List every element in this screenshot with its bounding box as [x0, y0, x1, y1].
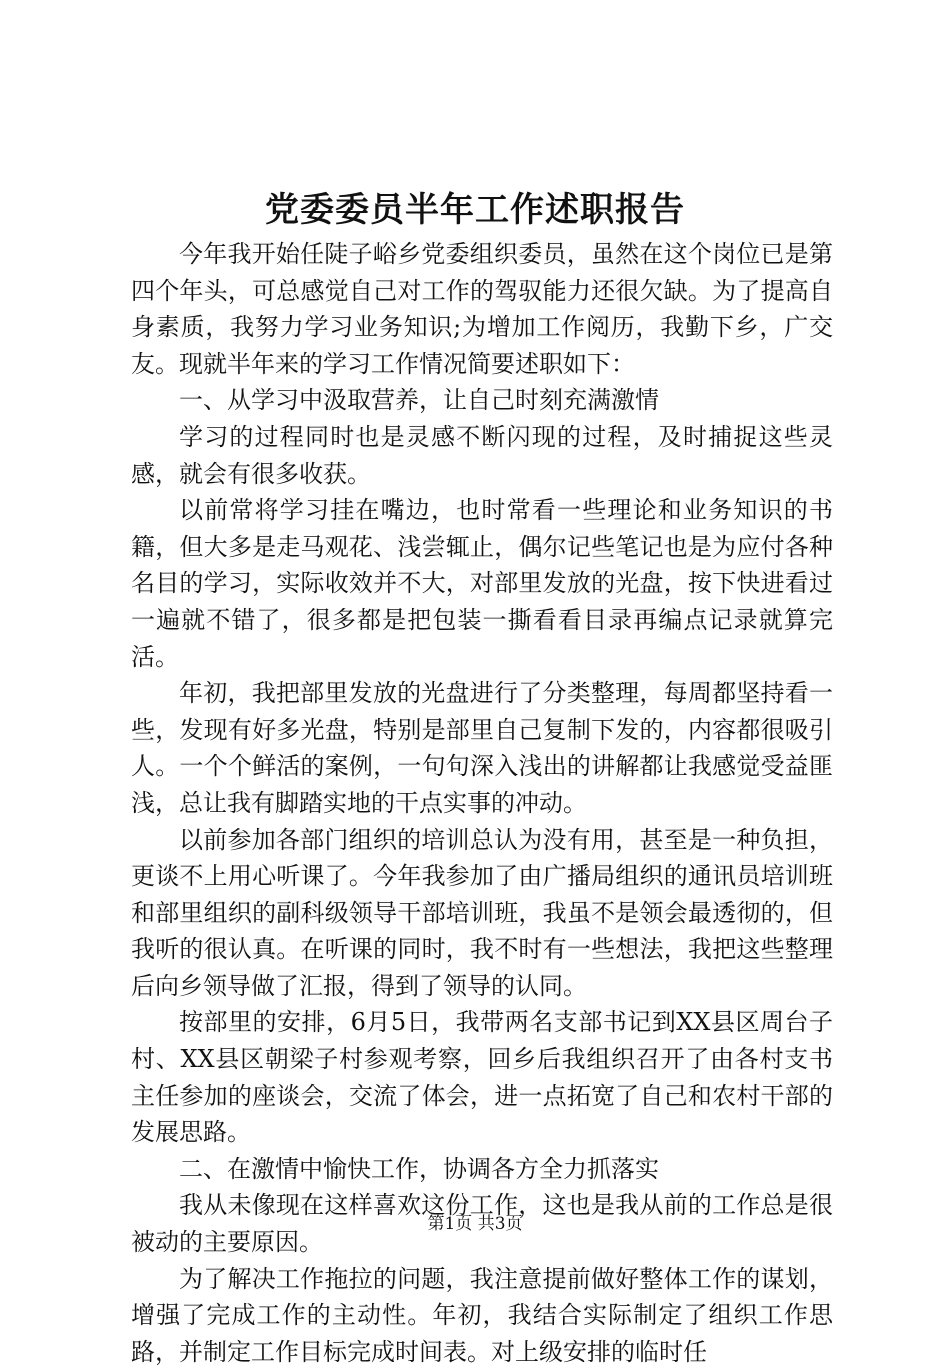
paragraph: 以前常将学习挂在嘴边，也时常看一些理论和业务知识的书籍，但大多是走马观花、浅尝辄止，偶尔记些笔记也是为应付各种名目的学习，实际收效并不大，对部里发放的光盘，按下快进看过一遍就不错了，很多都是把包装一撕看看目录再编点记录就算完活。: [131, 496, 833, 671]
paragraph: 按部里的安排，6月5日，我带两名支部书记到XX县区周台子村、XX县区朝梁子村参观考察，回乡后我组织召开了由各村支书主任参加的座谈会，交流了体会，进一点拓宽了自己和农村干部的发展思路。: [131, 1008, 833, 1147]
paragraph-intro: 今年我开始任陡子峪乡党委组织委员，虽然在这个岗位已是第四个年头，可总感觉自己对工作的驾驭能力还很欠缺。为了提高自身素质，我努力学习业务知识;为增加工作阅历，我勤下乡，广交友。现就半年来的学习工作情况简要述职如下：: [131, 240, 833, 378]
document-body: [131, 236, 833, 1370]
section-heading-1: 一、从学习中汲取营养，让自己时刻充满激情: [179, 386, 659, 415]
section-heading-2: 二、在激情中愉快工作，协调各方全力抓落实: [179, 1154, 659, 1183]
page-number-footer: 第1页 共3页: [427, 1214, 523, 1234]
paragraph: 学习的过程同时也是灵感不断闪现的过程，及时捕捉这些灵感，就会有很多收获。: [131, 422, 833, 488]
paragraph: 为了解决工作拖拉的问题，我注意提前做好整体工作的谋划，增强了完成工作的主动性。年初，我结合实际制定了组织工作思路，并制定工作目标完成时间表。对上级安排的临时任: [131, 1264, 833, 1366]
paragraph: 以前参加各部门组织的培训总认为没有用，甚至是一种负担，更谈不上用心听课了。今年我参加了由广播局组织的通讯员培训班和部里组织的副科级领导干部培训班，我虽不是领会最透彻的，但我听的很认真。在听课的同时，我不时有一些想法，我把这些整理后向乡领导做了汇报，得到了领导的认同。: [131, 825, 833, 1000]
paragraph: 我从未像现在这样喜欢这份工作，这也是我从前的工作总是很被动的主要原因。: [131, 1191, 833, 1257]
document-title: 党委委员半年工作述职报告: [265, 190, 685, 230]
paragraph: 年初，我把部里发放的光盘进行了分类整理，每周都坚持看一些，发现有好多光盘，特别是部里自己复制下发的，内容都很吸引人。一个个鲜活的案例，一句句深入浅出的讲解都让我感觉受益匪浅，总让我有脚踏实地的干点实事的冲动。: [131, 679, 833, 817]
